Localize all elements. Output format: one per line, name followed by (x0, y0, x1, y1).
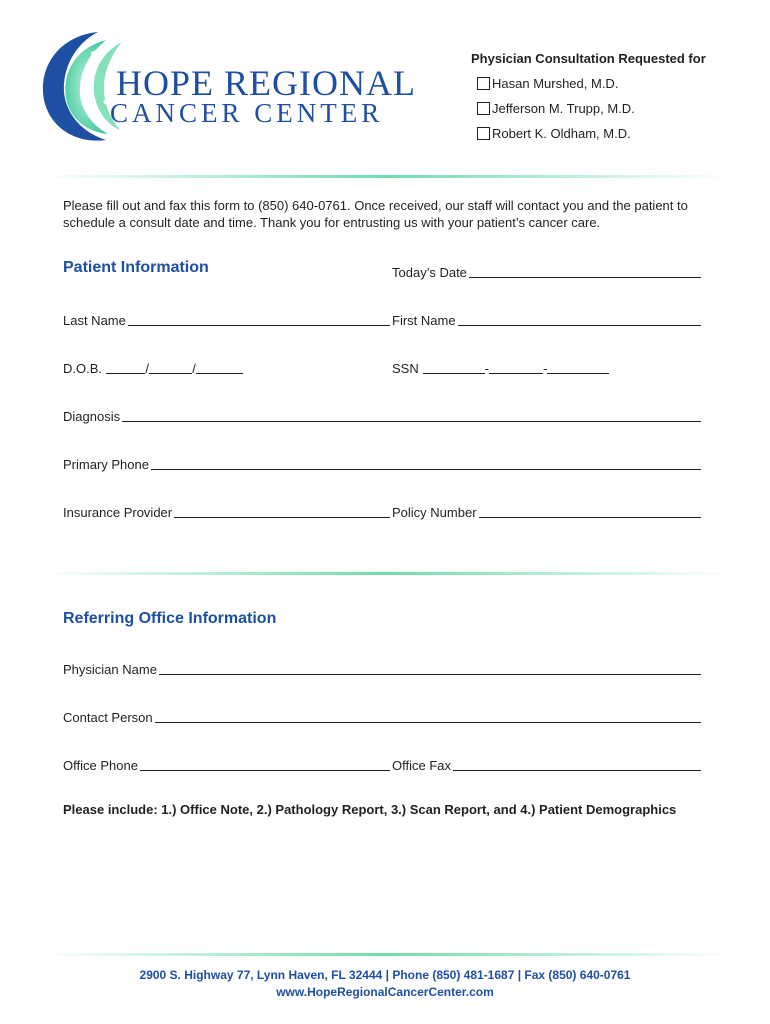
logo-wordmark-hope-regional: HOPE REGIONAL (116, 63, 416, 103)
office-fax-field[interactable] (392, 755, 701, 773)
footer (0, 967, 770, 1001)
diagnosis-field[interactable] (63, 406, 701, 424)
ssn-dash: - (484, 361, 490, 376)
physician-option (471, 71, 711, 96)
divider (40, 953, 730, 956)
dob-field[interactable] (63, 358, 243, 376)
dob-label: D.O.B. (63, 361, 103, 376)
last-name-label: Last Name (63, 313, 126, 328)
office-fax-line[interactable] (453, 758, 701, 771)
todays-date-label: Today’s Date (392, 265, 467, 280)
ssn-field[interactable] (392, 358, 612, 376)
ssn-dash: - (543, 361, 548, 376)
office-phone-field[interactable] (63, 755, 390, 773)
footer-website-link[interactable]: www.HopeRegionalCancerCenter.com (276, 985, 494, 999)
office-phone-label: Office Phone (63, 758, 138, 773)
first-name-label: First Name (392, 313, 456, 328)
contact-person-field[interactable] (63, 707, 701, 725)
first-name-field[interactable] (392, 310, 701, 328)
logo-wordmark-cancer-center: CANCER CENTER (110, 98, 384, 128)
ssn-label: SSN (392, 361, 419, 376)
physician-selection-title: Physician Consultation Requested for (471, 51, 706, 66)
todays-date-field[interactable] (392, 262, 701, 280)
physician-label: Jefferson M. Trupp, M.D. (492, 101, 635, 116)
dob-day-line[interactable] (149, 361, 192, 374)
first-name-line[interactable] (458, 313, 701, 326)
patient-section-title: Patient Information (63, 259, 209, 276)
primary-phone-line[interactable] (151, 457, 701, 470)
dob-year-line[interactable] (196, 361, 243, 374)
todays-date-line[interactable] (469, 265, 701, 278)
dob-slash: / (145, 361, 149, 376)
last-name-line[interactable] (128, 313, 390, 326)
policy-number-label: Policy Number (392, 505, 477, 520)
insurance-provider-label: Insurance Provider (63, 505, 173, 520)
contact-person-line[interactable] (155, 710, 701, 723)
diagnosis-line[interactable] (122, 409, 701, 422)
diagnosis-label: Diagnosis (63, 409, 121, 424)
physician-checkbox[interactable] (477, 127, 490, 140)
last-name-field[interactable] (63, 310, 390, 328)
physician-checkbox[interactable] (477, 102, 490, 115)
dob-month-line[interactable] (106, 361, 145, 374)
office-phone-line[interactable] (140, 758, 390, 771)
physician-name-field[interactable] (63, 659, 701, 677)
ssn-part1-line[interactable] (423, 361, 485, 374)
insurance-provider-field[interactable] (63, 502, 390, 520)
include-note: Please include: 1.) Office Note, 2.) Pathology Report, 3.) Scan Report, and 4.) Patient Demographics (63, 802, 677, 817)
office-fax-label: Office Fax (392, 758, 452, 773)
logo (36, 28, 416, 148)
physician-checkbox[interactable] (477, 77, 490, 90)
intro-text: Please fill out and fax this form to (850) 640-0761. Once received, our staff will contact you and the patient to schedule a consult date and time. Thank you for entrusting us with your patient’s cancer care. (63, 198, 688, 230)
physician-option (471, 121, 711, 146)
referring-section-title: Referring Office Information (63, 610, 277, 627)
ssn-part2-line[interactable] (489, 361, 543, 374)
divider (40, 572, 730, 575)
insurance-provider-line[interactable] (174, 505, 390, 518)
physician-option (471, 96, 711, 121)
physician-label: Hasan Murshed, M.D. (492, 76, 619, 91)
footer-address: 2900 S. Highway 77, Lynn Haven, FL 32444 | Phone (850) 481-1687 | Fax (850) 640-0761 (139, 968, 631, 982)
physician-selection (471, 51, 711, 146)
contact-person-label: Contact Person (63, 710, 153, 725)
primary-phone-field[interactable] (63, 454, 701, 472)
policy-number-line[interactable] (479, 505, 701, 518)
physician-label: Robert K. Oldham, M.D. (492, 126, 631, 141)
ssn-part3-line[interactable] (547, 361, 609, 374)
policy-number-field[interactable] (392, 502, 701, 520)
dob-slash: / (192, 361, 196, 376)
primary-phone-label: Primary Phone (63, 457, 149, 472)
divider (40, 175, 730, 178)
physician-name-line[interactable] (159, 662, 701, 675)
physician-name-label: Physician Name (63, 662, 157, 677)
